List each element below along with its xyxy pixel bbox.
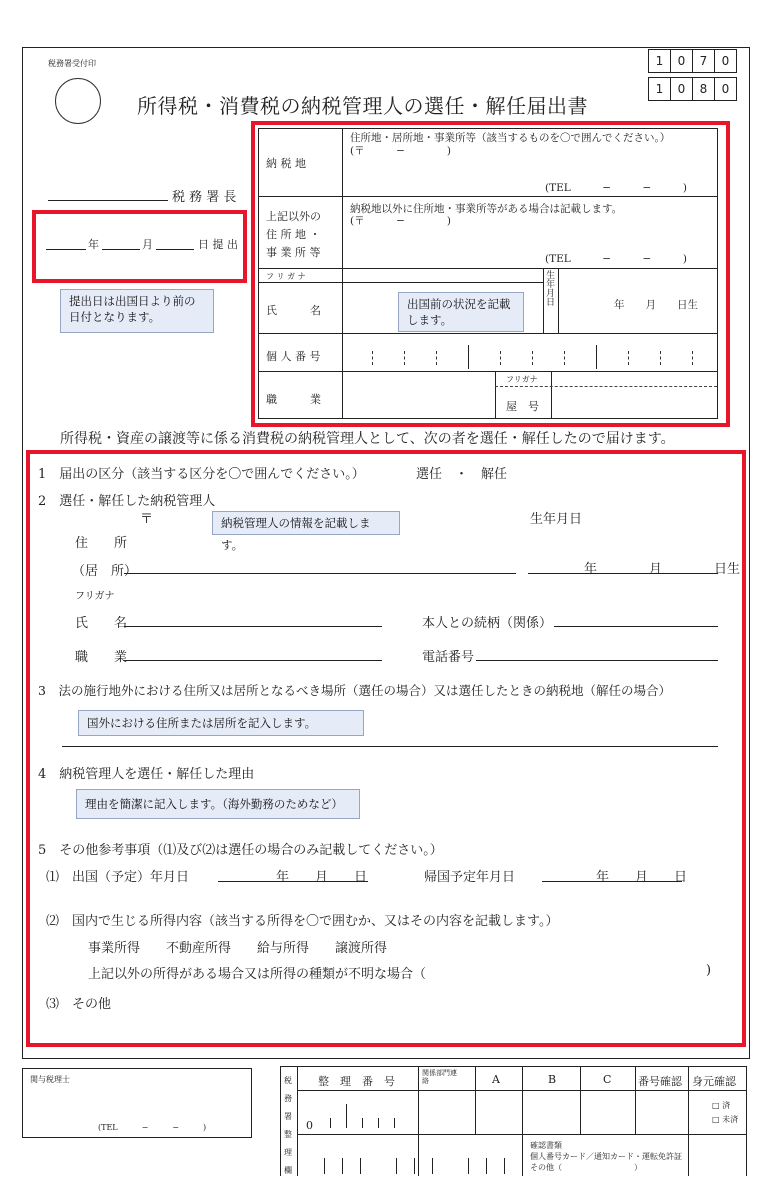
form-title: 所得税・消費税の納税管理人の選任・解任届出書 bbox=[137, 94, 588, 118]
note-pre-departure: 出国前の状況を記載します。 bbox=[398, 292, 524, 332]
other-address-label-2: 住 所 地 ・ bbox=[266, 228, 321, 241]
applicant-occupation-label: 職 業 bbox=[266, 393, 321, 406]
office-label: 税務署整理欄 bbox=[284, 1076, 292, 1175]
note-reason: 理由を簡潔に記入します。（海外勤務のためなど） bbox=[76, 789, 360, 819]
office-zero: 0 bbox=[306, 1119, 313, 1132]
submit-month-input[interactable] bbox=[102, 237, 140, 250]
code-cell: 1 bbox=[648, 49, 671, 73]
receipt-stamp-label: 税務署受付印 bbox=[48, 59, 96, 68]
section5-item3: ⑶ その他 bbox=[46, 997, 112, 1012]
section2-phone-label: 電話番号 bbox=[422, 650, 475, 665]
section1-options[interactable]: 選任 ・ 解任 bbox=[416, 467, 508, 482]
office-id-docs-2: 個人番号カード／通知カード・運転免許証 bbox=[530, 1152, 682, 1161]
submit-month-label: 月 bbox=[142, 238, 153, 251]
section2-postal: 〒 bbox=[140, 512, 154, 527]
code-cell: 1 bbox=[648, 77, 671, 101]
tax-office-input[interactable] bbox=[48, 186, 168, 201]
tax-place-hint: 住所地・居所地・事業所等（該当するものを〇で囲んでください。） bbox=[350, 132, 671, 144]
section5-income-types[interactable]: 事業所得 不動産所得 給与所得 譲渡所得 bbox=[88, 941, 388, 956]
other-address-label-1: 上記以外の bbox=[266, 210, 321, 223]
tax-place-postal: (〒 − ) bbox=[350, 145, 451, 157]
accountant-label: 関与税理士 bbox=[30, 1075, 70, 1084]
code-cell: 0 bbox=[670, 49, 693, 73]
office-col-number: 整 理 番 号 bbox=[318, 1075, 395, 1088]
tax-office-head-label: 税 務 署 長 bbox=[172, 190, 237, 205]
section2-name-label: 氏 名 bbox=[75, 616, 128, 631]
submit-year-input[interactable] bbox=[46, 237, 86, 250]
main-section-highlight bbox=[26, 450, 746, 1047]
office-col-a: A bbox=[492, 1073, 500, 1086]
section5-other-income: 上記以外の所得がある場合又は所得の種類が不明な場合（ bbox=[88, 967, 427, 982]
office-done[interactable]: □ 済 bbox=[712, 1101, 731, 1110]
section5-item1: ⑴ 出国（予定）年月日 bbox=[46, 870, 190, 885]
applicant-furigana-label: フ リ ガ ナ bbox=[266, 272, 306, 281]
manager-name-input[interactable] bbox=[124, 612, 382, 627]
other-address-tel: (TEL − − ) bbox=[545, 253, 687, 265]
section2-relation-label: 本人との続柄（関係） bbox=[422, 616, 553, 631]
shop-furigana-label: フリガナ bbox=[506, 375, 538, 384]
office-id-docs-1: 確認書類 bbox=[530, 1141, 562, 1150]
other-address-label-3: 事 業 所 等 bbox=[266, 246, 321, 259]
section1-text: 1 届出の区分（該当する区分を〇で囲んでください。） bbox=[38, 467, 365, 482]
section2-address-2: （居 所） bbox=[72, 564, 138, 579]
manager-relation-input[interactable] bbox=[554, 612, 718, 627]
accountant-tel: (TEL − − ) bbox=[98, 1123, 207, 1132]
submit-day-input[interactable] bbox=[156, 237, 194, 250]
section3-title: 3 法の施行地外における住所又は居所となるべき場所（選任の場合）又は選任したときの納税地（解任の場合） bbox=[38, 683, 671, 698]
office-col-dept: 関係部門連絡 bbox=[422, 1069, 457, 1085]
receipt-stamp-circle bbox=[55, 78, 101, 124]
code-cell: 7 bbox=[692, 49, 715, 73]
other-address-postal: (〒 − ) bbox=[350, 215, 451, 227]
applicant-birth-label: 生年月日 bbox=[546, 271, 556, 308]
office-col-id: 身元確認 bbox=[692, 1075, 736, 1088]
section2-furigana: フリガナ bbox=[75, 591, 115, 602]
applicant-table bbox=[258, 128, 718, 419]
section5-title: 5 その他参考事項（⑴及び⑵は選任の場合のみ記載してください。） bbox=[38, 843, 443, 858]
note-submit-date: 提出日は出国日より前の日付となります。 bbox=[60, 289, 214, 333]
office-col-b: B bbox=[548, 1073, 557, 1086]
section5-item2: ⑵ 国内で生じる所得内容（該当する所得を〇で囲むか、又はその内容を記載します。） bbox=[46, 914, 559, 929]
section2-address-1: 住 所 bbox=[75, 536, 128, 551]
submit-year-label: 年 bbox=[88, 238, 99, 251]
submit-day-label: 日 提 出 bbox=[198, 238, 238, 251]
note-manager-info: 納税管理人の情報を記載します。 bbox=[212, 511, 400, 535]
other-address-hint: 納税地以外に住所地・事業所等がある場合は記載します。 bbox=[350, 203, 623, 215]
applicant-birth-value: 年 月 日生 bbox=[614, 299, 698, 311]
foreign-address-input[interactable] bbox=[62, 732, 718, 747]
tax-place-label: 納 税 地 bbox=[266, 157, 306, 170]
section2-occupation-label: 職 業 bbox=[75, 650, 128, 665]
note-foreign-address: 国外における住所または居所を記入します。 bbox=[78, 710, 364, 736]
code-cell: 0 bbox=[714, 49, 737, 73]
section2-title: 2 選任・解任した納税管理人 bbox=[38, 494, 216, 509]
office-id-docs-3: その他（ ） bbox=[530, 1163, 642, 1172]
applicant-name-label: 氏 名 bbox=[266, 304, 321, 317]
code-cell: 8 bbox=[692, 77, 715, 101]
code-cell: 0 bbox=[670, 77, 693, 101]
section5-return-label: 帰国予定年月日 bbox=[424, 870, 516, 885]
manager-phone-input[interactable] bbox=[476, 646, 718, 661]
section4-title: 4 納税管理人を選任・解任した理由 bbox=[38, 767, 255, 782]
manager-occupation-input[interactable] bbox=[124, 646, 382, 661]
section5-item1-date: 年 月 日 bbox=[276, 870, 368, 885]
section2-birth-label: 生年月日 bbox=[530, 512, 583, 527]
code-cell: 0 bbox=[714, 77, 737, 101]
tax-place-tel: (TEL − − ) bbox=[545, 182, 687, 194]
shop-name-label: 屋 号 bbox=[506, 400, 539, 413]
office-col-c: C bbox=[603, 1073, 612, 1086]
section5-return-date: 年 月 日 bbox=[596, 870, 688, 885]
applicant-mynumber-label: 個 人 番 号 bbox=[266, 350, 321, 363]
declaration-text: 所得税・資産の譲渡等に係る消費税の納税管理人として、次の者を選任・解任したので届けます。 bbox=[60, 431, 675, 447]
section5-other-income-close: ) bbox=[706, 963, 712, 978]
office-col-check: 番号確認 bbox=[638, 1075, 682, 1088]
office-not-done[interactable]: □ 未済 bbox=[712, 1115, 739, 1124]
section2-birth-value: 年 月 日生 bbox=[584, 562, 741, 577]
manager-address-input[interactable] bbox=[124, 560, 516, 574]
